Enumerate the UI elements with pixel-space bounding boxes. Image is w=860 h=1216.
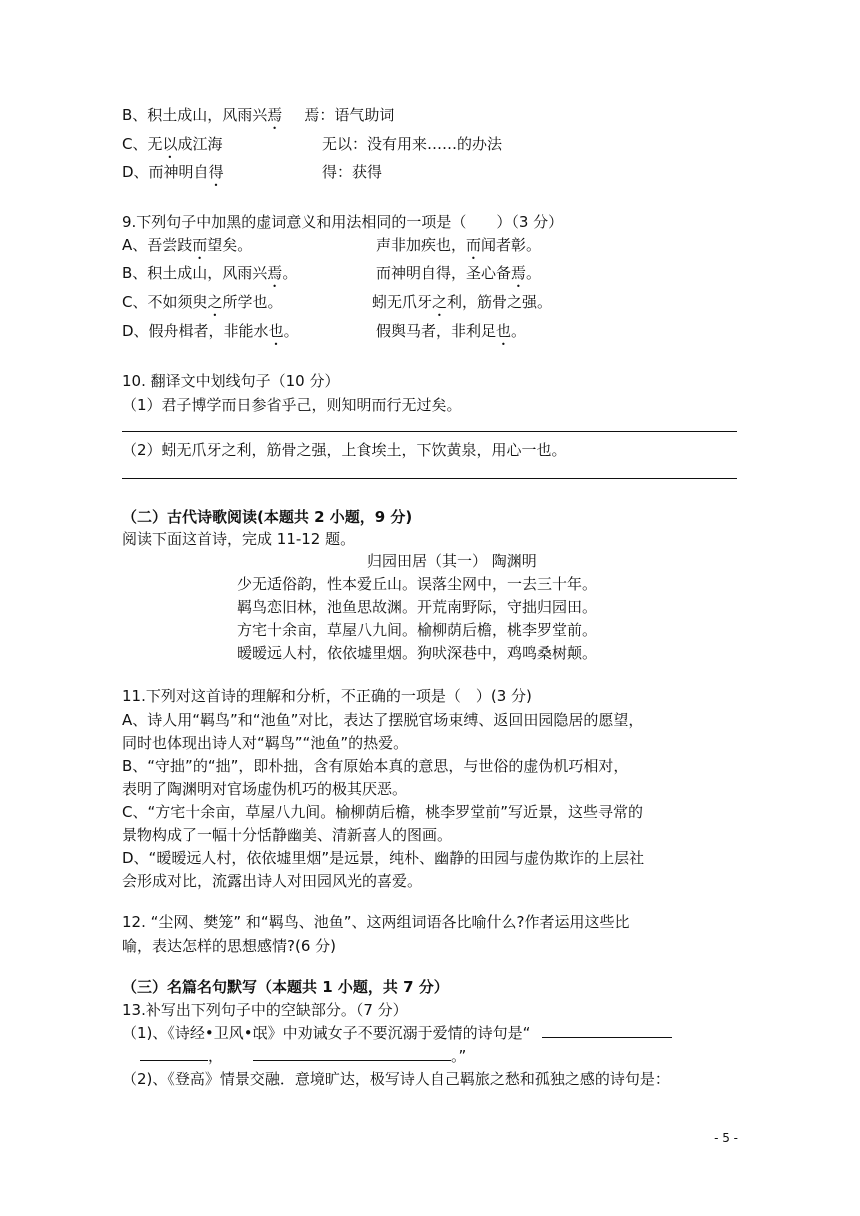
q9-d-left: D、假舟楫者，非能水也。 [122, 322, 299, 340]
answer-line-1 [122, 431, 737, 432]
q13-item-1-cont: ， 。” [140, 1046, 466, 1066]
q8-option-c: C、无以成江海 [122, 135, 223, 153]
q12-line-1: 12. “尘网、樊笼” 和“羁鸟、池鱼”、这两组词语各比喻什么?作者运用这些比 [122, 913, 630, 931]
section-2-intro: 阅读下面这首诗，完成 11-12 题。 [122, 530, 356, 548]
q8-option-b: B、积土成山，风雨兴焉 焉：语气助词 [122, 106, 395, 124]
q9-b-left: B、积土成山，风雨兴焉。 [122, 264, 298, 282]
q13-title: 13.补写出下列句子中的空缺部分。（7 分） [122, 1001, 408, 1019]
q13-item-1: （1)、《诗经•卫风•氓》中劝诫女子不要沉溺于爱情的诗句是“ [122, 1023, 672, 1043]
poem-line: 方宅十余亩，草屋八九间。榆柳荫后檐，桃李罗堂前。 [237, 621, 598, 639]
q11-title: 11.下列对这首诗的理解和分析，不正确的一项是（ ）(3 分) [122, 687, 532, 705]
q11-line: D、“暧暧远人村，依依墟里烟”是远景，纯朴、幽静的田园与虚伪欺诈的上层社 [122, 849, 645, 867]
q9-d-right: 假舆马者，非利足也。 [376, 322, 527, 340]
q9-a-left: A、吾尝跂而望矣。 [122, 236, 253, 254]
q9-c-right: 蚓无爪牙之利，筋骨之强。 [372, 293, 553, 311]
q13-item-2: （2)、《登高》情景交融．意境旷达，极写诗人自己羁旅之愁和孤独之感的诗句是： [122, 1070, 670, 1088]
q11-line: 会形成对比，流露出诗人对田园风光的喜爱。 [122, 872, 423, 890]
poem-line: 暧暧远人村，依依墟里烟。狗吠深巷中，鸡鸣桑树颠。 [237, 644, 598, 662]
section-2-heading: （二）古代诗歌阅读(本题共 2 小题，9 分) [122, 508, 413, 526]
q11-line: B、“守拙”的“拙”，即朴拙，含有原始本真的意思，与世俗的虚伪机巧相对， [122, 757, 629, 775]
page-number: - 5 - [714, 1131, 738, 1145]
q10-sentence-1: （1）君子博学而日参省乎己，则知明而行无过矣。 [122, 396, 462, 414]
q11-line: C、“方宅十余亩，草屋八九间。榆柳荫后檐，桃李罗堂前”写近景，这些寻常的 [122, 803, 644, 821]
q11-line: 表明了陶渊明对官场虚伪机巧的极其厌恶。 [122, 780, 408, 798]
q11-line: A、诗人用“羁鸟”和“池鱼”对比，表达了摆脱官场束缚、返回田园隐居的愿望， [122, 711, 644, 729]
poem-line: 少无适俗韵，性本爱丘山。误落尘网中，一去三十年。 [237, 575, 598, 593]
q10-sentence-2: （2）蚓无爪牙之利，筋骨之强，上食埃土，下饮黄泉，用心一也。 [122, 441, 567, 459]
poem-line: 羁鸟恋旧林，池鱼思故渊。开荒南野际，守拙归园田。 [237, 598, 598, 616]
q9-c-left: C、不如须臾之所学也。 [122, 293, 283, 311]
q8-option-d: D、而神明自得 [122, 163, 224, 181]
q9-a-right: 声非加疾也，而闻者彰。 [376, 236, 542, 254]
q11-line: 同时也体现出诗人对“羁鸟”“池鱼”的热爱。 [122, 734, 409, 752]
q10-title: 10. 翻译文中划线句子（10 分） [122, 372, 340, 390]
q12-line-2: 喻，表达怎样的思想感情?(6 分) [122, 937, 336, 955]
answer-line-2 [122, 478, 737, 479]
section-3-heading: （三）名篇名句默写（本题共 1 小题，共 7 分） [122, 978, 449, 996]
fill-blank[interactable] [140, 1046, 208, 1061]
fill-blank[interactable] [542, 1023, 672, 1038]
q8-option-c-note: 无以：没有用来……的办法 [322, 135, 503, 153]
q9-title: 9.下列句子中加黑的虚词意义和用法相同的一项是（ ）（3 分） [122, 213, 564, 231]
poem-title: 归园田居（其一） 陶渊明 [367, 552, 537, 570]
q8-option-d-note: 得：获得 [322, 163, 383, 181]
fill-blank[interactable] [253, 1046, 451, 1061]
q9-b-right: 而神明自得，圣心备焉。 [376, 264, 542, 282]
q11-line: 景物构成了一幅十分恬静幽美、清新喜人的图画。 [122, 826, 453, 844]
